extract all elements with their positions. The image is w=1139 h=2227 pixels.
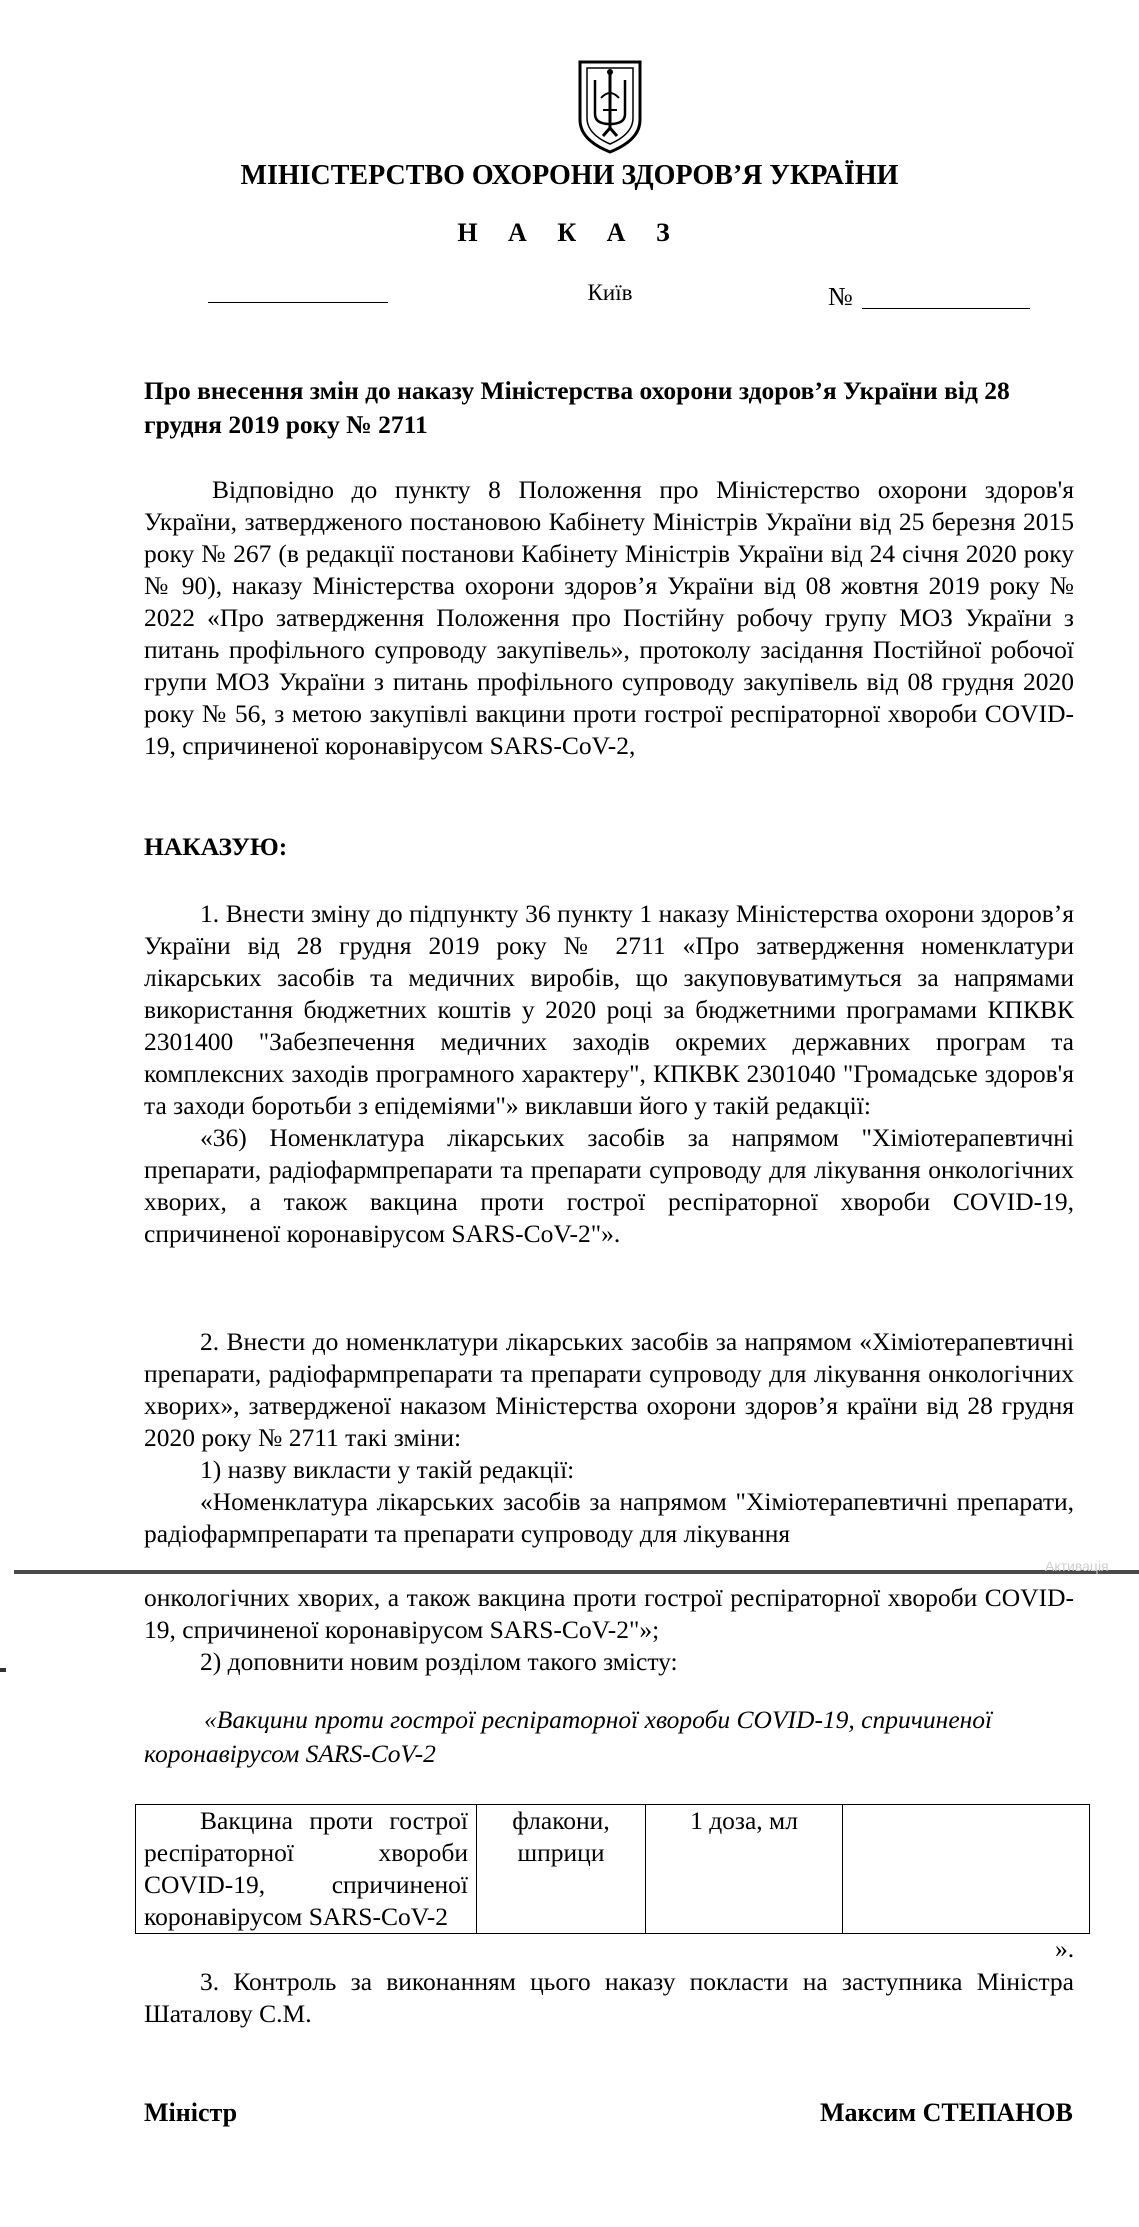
- item-1-quote: «36) Номенклатура лікарських засобів за напрямом "Хіміотерапевтичні препарати, радіофармпрепарати та препарати супроводу для лікування онкологічних хворих, а також вакцина проти гострої респіраторної хвороби COVID-19, спричиненої коронавірусом SARS-CoV-2"».: [144, 1123, 1074, 1248]
- ministry-title: МІНІСТЕРСТВО ОХОРОНИ ЗДОРОВ’Я УКРАЇНИ: [240, 160, 899, 191]
- table-cell-form: флакони, шприци: [477, 1805, 646, 1934]
- signatory-name: Максим СТЕПАНОВ: [820, 2098, 1073, 2127]
- coat-of-arms-icon: [575, 58, 645, 156]
- vaccine-section-heading: «Вакцини проти гострої респіраторної хвороби COVID-19, спричиненої коронавірусом SARS-CoV-2: [144, 1705, 993, 1768]
- item-2-quote-part2: онкологічних хворих, а також вакцина проти гострої респіраторної хвороби COVID-19, спричиненої коронавірусом SARS-CoV-2"»;: [144, 1583, 1074, 1644]
- table-cell-dose: 1 доза, мл: [646, 1805, 843, 1934]
- item-1: [144, 898, 1074, 1250]
- item-3-text: 3. Контроль за виконанням цього наказу покласти на заступника Міністра Шаталову С.М.: [144, 1967, 1074, 2028]
- date-blank-line: [208, 302, 388, 303]
- quote-close: ».: [1055, 1934, 1075, 1963]
- preamble: [144, 474, 1074, 762]
- watermark-text: Активація: [1045, 1558, 1109, 1574]
- document-type: Н А К А З: [457, 218, 682, 247]
- order-subject: Про внесення змін до наказу Міністерства охорони здоров’я України від 28 грудня 2019 року № 2711: [144, 376, 1010, 439]
- city: Київ: [587, 280, 633, 305]
- number-blank-line: [862, 308, 1030, 309]
- item-2-sub2: 2) доповнити новим розділом такого змісту:: [200, 1647, 678, 1676]
- number-sign: №: [828, 282, 853, 311]
- margin-mark: [0, 1668, 6, 1672]
- preamble-text: Відповідно до пункту 8 Положення про Міністерство охорони здоров'я України, затвердженого постановою Кабінету Міністрів України від 25 березня 2015 року № 267 (в редакції постанови Кабінету Міністрів України від 24 січня 2020 року № 90), наказу Міністерства охорони здоров’я України від 08 жовтня 2019 року № 2022 «Про затвердження Положення про Постійну робочу групу МОЗ України з питань профільного супроводу закупівель», протоколу засідання Постійної робочої групи МОЗ України з питань профільного супроводу закупівель від 08 грудня 2020 року № 56, з метою закупівлі вакцини проти гострої респіраторної хвороби COVID-19, спричиненої коронавірусом SARS-CoV-2,: [144, 475, 1074, 760]
- item-3: [144, 1966, 1074, 2030]
- item-2-continued: [144, 1582, 1074, 1678]
- signatory-title: Міністр: [144, 2098, 238, 2127]
- table-row: [136, 1805, 1090, 1934]
- table-cell-extra: [843, 1805, 1090, 1934]
- orders-label: НАКАЗУЮ:: [144, 832, 288, 861]
- vaccine-table: [135, 1804, 1090, 1934]
- page-break-divider: [14, 1570, 1139, 1574]
- item-2-text: 2. Внести до номенклатури лікарських засобів за напрямом «Хіміотерапевтичні препарати, радіофармпрепарати та препарати супроводу для лікування онкологічних хворих», затвердженої наказом Міністерства охорони здоров’я країни від 28 грудня 2020 року № 2711 такі зміни:: [144, 1327, 1074, 1452]
- table-cell-name: Вакцина проти гострої респіраторної хвороби COVID-19, спричиненої коронавірусом SARS-CoV-2: [136, 1805, 477, 1934]
- item-2-quote-part1: «Номенклатура лікарських засобів за напрямом "Хіміотерапевтичні препарати, радіофармпрепарати та препарати супроводу для лікування: [144, 1487, 1074, 1548]
- item-2-sub1: 1) назву викласти у такій редакції:: [200, 1455, 575, 1484]
- item-1-text: 1. Внести зміну до підпункту 36 пункту 1 наказу Міністерства охорони здоров’я України від 28 грудня 2019 року № 2711 «Про затвердження номенклатури лікарських засобів та медичних виробів, що закуповуватимуться за напрямами використання бюджетних коштів у 2020 році за бюджетними програмами КПКВК 2301400 "Забезпечення медичних заходів окремих державних програм та комплексних заходів програмного характеру", КПКВК 2301040 "Громадське здоров'я та заходи боротьби з епідеміями"» виклавши його у такій редакції:: [144, 899, 1074, 1120]
- item-2: [144, 1326, 1074, 1550]
